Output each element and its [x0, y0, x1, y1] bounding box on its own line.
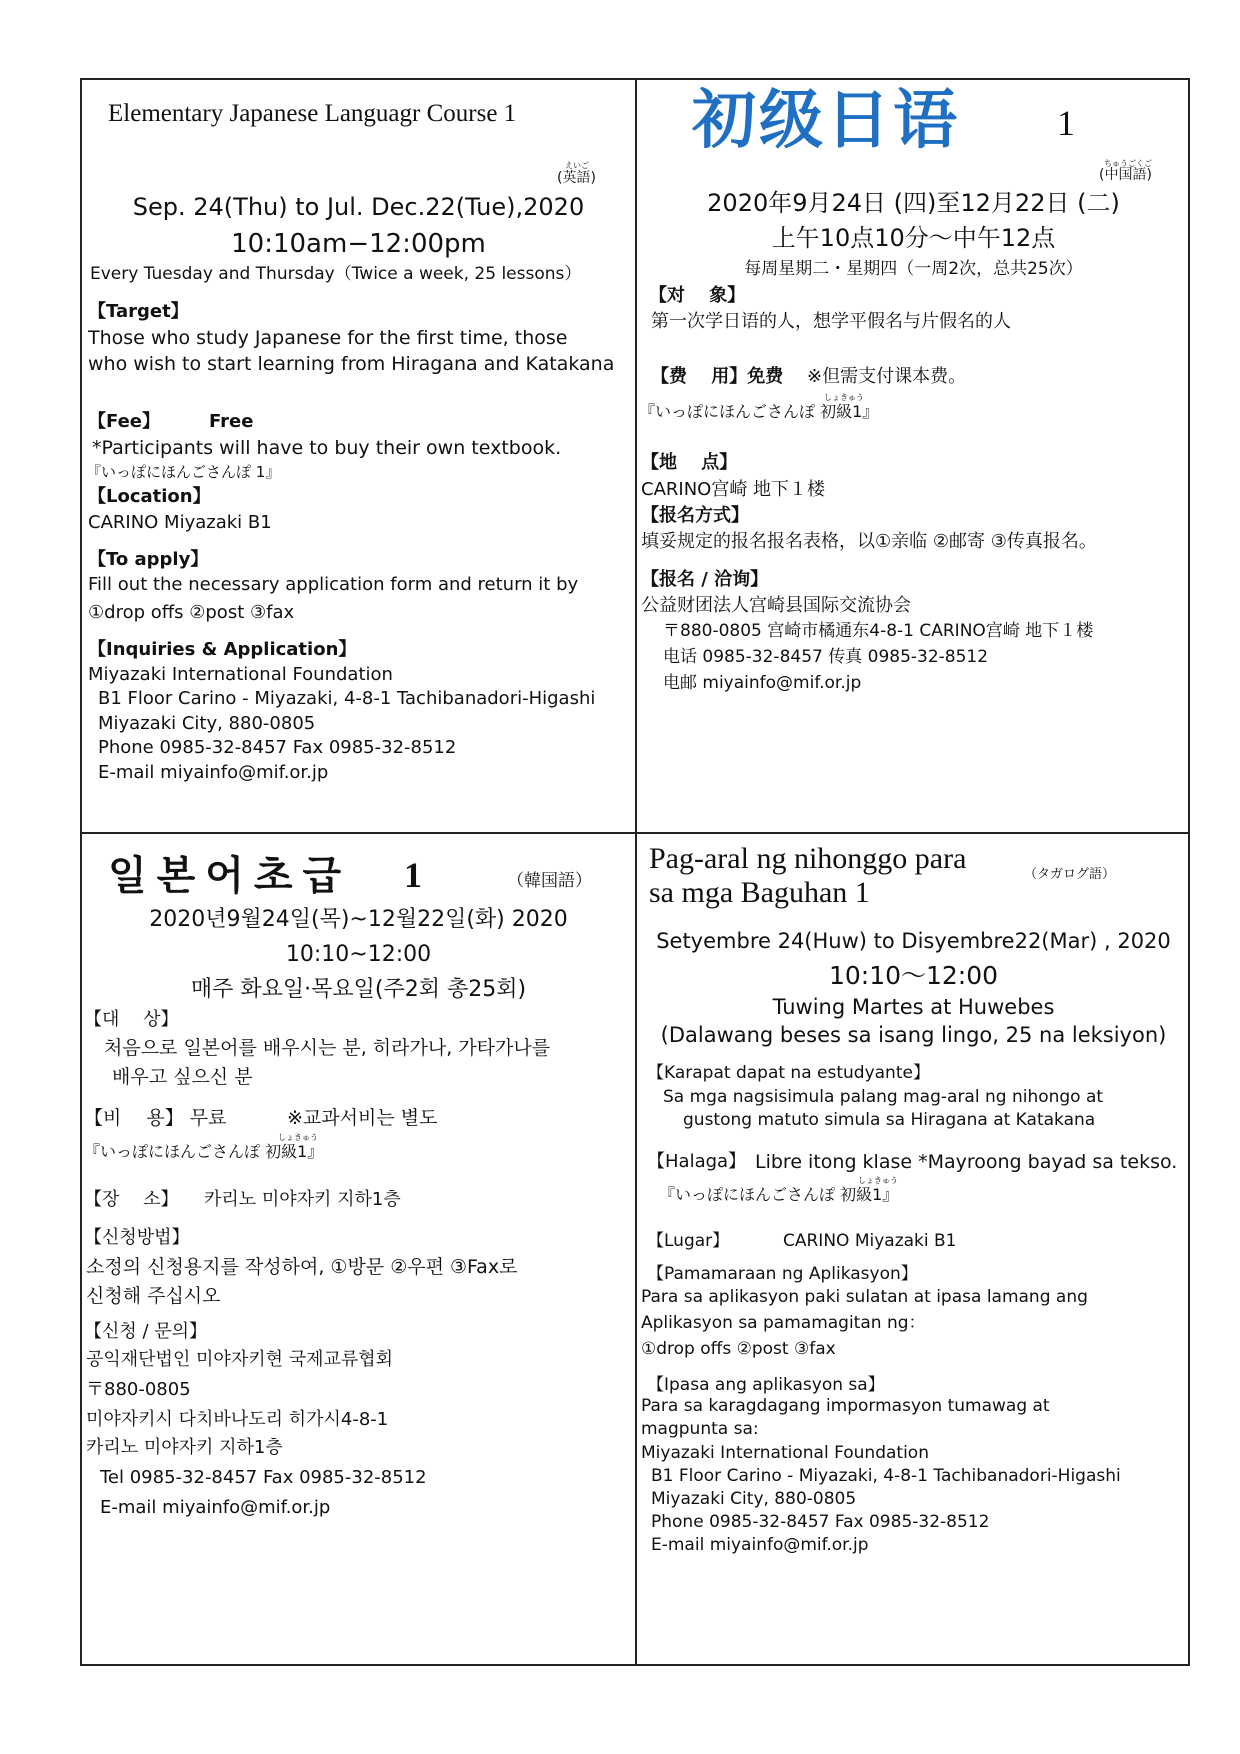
english-fee-value: Free [209, 411, 254, 432]
korean-inquiries-line2: 〒880-0805 [86, 1379, 191, 1400]
english-target-line1: Those who study Japanese for the first time, those [88, 327, 568, 349]
tagalog-apply-heading: 【Pamamaraan ng Aplikasyon】 [647, 1264, 918, 1284]
tagalog-apply-line1: Para sa aplikasyon paki sulatan at ipasa lamang ang [641, 1287, 1088, 1307]
korean-apply-line2: 신청해 주십시오 [86, 1285, 221, 1307]
tagalog-apply-line3: ①drop offs ②post ③fax [641, 1339, 836, 1359]
korean-inquiries-line4: 카리노 미야자키 지하1층 [86, 1437, 283, 1458]
tagalog-inquiries-line2: magpunta sa: [641, 1419, 759, 1439]
korean-schedule: 매주 화요일·목요일(주2회 총25회) [190, 977, 527, 1002]
korean-location-heading: 【장 소】 [84, 1189, 179, 1210]
korean-target-line1: 처음으로 일본어를 배우시는 분, 히라가나, 가타가나를 [104, 1037, 551, 1059]
tagalog-apply-line2: Aplikasyon sa pamamagitan ng： [641, 1313, 926, 1333]
chinese-fee-note: ※但需支付课本费。 [807, 366, 967, 387]
english-location-heading: 【Location】 [88, 486, 211, 507]
korean-target-line2: 배우고 싶으신 분 [112, 1066, 253, 1088]
english-apply-line2: ①drop offs ②post ③fax [88, 602, 295, 623]
chinese-dates: 2020年9月24日 (四)至12月22日 (二) [707, 189, 1120, 217]
tagalog-inquiries-heading: 【Ipasa ang aplikasyon sa】 [647, 1375, 885, 1395]
korean-section [82, 834, 635, 1666]
english-location-value: CARINO Miyazaki B1 [88, 512, 272, 533]
tagalog-fee-heading: 【Halaga】 [647, 1151, 747, 1172]
chinese-location-value: CARINO宫崎 地下１楼 [641, 479, 826, 500]
chinese-location-heading: 【地 点】 [641, 452, 738, 473]
korean-title: 일 본 어 초 급 [108, 853, 342, 898]
chinese-inquiries-line4: 电邮 miyainfo@mif.or.jp [663, 673, 862, 693]
korean-fee-note: ※교과서비는 별도 [287, 1107, 438, 1129]
chinese-schedule: 每周星期二・星期四（一周2次，总共25次） [744, 259, 1083, 279]
chinese-textbook: 『いっぽにほんごさんぽ 初級1』 [639, 402, 879, 421]
tagalog-lang-label: （タガログ語） [1024, 867, 1116, 882]
chinese-target-heading: 【对 象】 [649, 285, 746, 306]
korean-shokyu-ruby: しょきゅう [278, 1133, 318, 1142]
korean-apply-heading: 【신청방법】 [84, 1227, 190, 1248]
english-inquiries-line3: Miyazaki City, 880-0805 [98, 713, 316, 734]
tagalog-title-line1: Pag-aral ng nihonggo para [649, 842, 967, 875]
korean-inquiries-line3: 미야자키시 다치바나도리 히가시4-8-1 [86, 1409, 389, 1430]
tagalog-inquiries-line7: E-mail miyainfo@mif.or.jp [651, 1535, 869, 1555]
english-apply-heading: 【To apply】 [88, 549, 209, 570]
tagalog-inquiries-line5: Miyazaki City, 880-0805 [651, 1489, 857, 1509]
korean-inquiries-line1: 공익재단법인 미야자키현 국제교류협회 [86, 1349, 394, 1370]
chinese-title: 初级日语 [692, 84, 960, 158]
chinese-target-value: 第一次学日语的人，想学平假名与片假名的人 [651, 311, 1011, 332]
korean-inquiries-line6: E-mail miyainfo@mif.or.jp [100, 1497, 331, 1518]
tagalog-schedule-line1: Tuwing Martes at Huwebes [772, 995, 1055, 1019]
chinese-apply-value: 填妥规定的报名报名表格，以①亲临 ②邮寄 ③传真报名。 [641, 531, 1097, 552]
korean-lang-label: （韓国語） [507, 871, 592, 891]
chinese-apply-heading: 【报名方式】 [641, 505, 749, 526]
english-inquiries-line5: E-mail miyainfo@mif.or.jp [98, 762, 329, 783]
tagalog-target-heading: 【Karapat dapat na estudyante】 [647, 1063, 930, 1083]
tagalog-textbook: 『いっぽにほんごさんぽ 初級1』 [659, 1185, 899, 1204]
chinese-lang-label: (中国語) [1099, 167, 1152, 183]
tagalog-section [637, 834, 1190, 1666]
english-target-line2: who wish to start learning from Hiragana and Katakana [88, 353, 615, 375]
chinese-inquiries-line3: 电话 0985-32-8457 传真 0985-32-8512 [663, 647, 989, 667]
chinese-shokyu-ruby: しょきゅう [824, 393, 864, 402]
english-time: 10:10am−12:00pm [231, 229, 486, 259]
english-schedule: Every Tuesday and Thursday（Twice a week, 25 lessons） [90, 264, 582, 284]
korean-apply-line1: 소정의 신청용지를 작성하여, ①방문 ②우편 ③Fax로 [86, 1256, 518, 1278]
tagalog-fee-value: Libre itong klase *Mayroong bayad sa tekso. [755, 1151, 1178, 1173]
tagalog-target-line1: Sa mga nagsisimula palang mag-aral ng nihongo at [663, 1087, 1104, 1107]
korean-title-number: 1 [404, 855, 422, 895]
korean-location-value: 카리노 미야자키 지하1층 [204, 1189, 401, 1210]
chinese-inquiries-line2: 〒880-0805 宫崎市橘通东4-8-1 CARINO宫崎 地下１楼 [663, 621, 1094, 641]
chinese-title-number: 1 [1057, 103, 1075, 143]
english-fee-note: *Participants will have to buy their own textbook. [92, 437, 562, 459]
english-lang-ruby: えいご [565, 161, 589, 170]
korean-time: 10:10~12:00 [285, 942, 432, 967]
chinese-section [637, 80, 1190, 832]
english-inquiries-line1: Miyazaki International Foundation [88, 664, 393, 685]
korean-fee-heading: 【비 용】 무료 [84, 1107, 227, 1129]
korean-textbook: 『いっぽにほんごさんぽ 初級1』 [84, 1142, 324, 1161]
chinese-inquiries-heading: 【报名 / 洽询】 [641, 569, 769, 590]
tagalog-inquiries-line6: Phone 0985-32-8457 Fax 0985-32-8512 [651, 1512, 990, 1532]
english-section [82, 80, 635, 832]
chinese-fee-heading: 【费 用】免费 [651, 366, 784, 387]
english-inquiries-line4: Phone 0985-32-8457 Fax 0985-32-8512 [98, 737, 457, 758]
tagalog-schedule-line2: (Dalawang beses sa isang lingo, 25 na leksiyon) [660, 1023, 1167, 1047]
english-inquiries-line2: B1 Floor Carino - Miyazaki, 4-8-1 Tachibanadori-Higashi [98, 688, 596, 709]
tagalog-dates: Setyembre 24(Huw) to Disyembre22(Mar) , 2020 [656, 929, 1171, 953]
korean-target-heading: 【대 상】 [84, 1009, 179, 1030]
tagalog-inquiries-line3: Miyazaki International Foundation [641, 1443, 929, 1463]
tagalog-target-line2: gustong matuto simula sa Hiragana at Katakana [683, 1110, 1096, 1130]
korean-inquiries-line5: Tel 0985-32-8457 Fax 0985-32-8512 [100, 1467, 427, 1488]
flyer-frame [80, 78, 1190, 1666]
tagalog-title-line2: sa mga Baguhan 1 [649, 876, 870, 909]
chinese-time: 上午10点10分～中午12点 [771, 224, 1056, 252]
korean-dates: 2020년9월24일(목)~12월22일(화) 2020 [149, 907, 568, 932]
tagalog-shokyu-ruby: しょきゅう [858, 1176, 898, 1185]
english-fee-heading: 【Fee】 [88, 411, 160, 432]
english-apply-line1: Fill out the necessary application form and return it by [88, 574, 579, 595]
english-inquiries-heading: 【Inquiries & Application】 [88, 639, 357, 660]
english-lang-label: (英語) [557, 170, 596, 186]
english-dates: Sep. 24(Thu) to Jul. Dec.22(Tue),2020 [132, 193, 585, 221]
tagalog-location-heading: 【Lugar】 [647, 1231, 730, 1251]
tagalog-inquiries-line1: Para sa karagdagang impormasyon tumawag at [641, 1396, 1050, 1416]
english-title: Elementary Japanese Languagr Course 1 [108, 100, 517, 127]
tagalog-inquiries-line4: B1 Floor Carino - Miyazaki, 4-8-1 Tachibanadori-Higashi [651, 1466, 1121, 1486]
chinese-inquiries-line1: 公益财团法人宫崎县国际交流协会 [641, 595, 911, 616]
tagalog-location-value: CARINO Miyazaki B1 [783, 1231, 957, 1251]
english-target-heading: 【Target】 [88, 301, 189, 322]
tagalog-time: 10:10〜12:00 [828, 961, 999, 990]
chinese-lang-ruby: ちゅうごくご [1104, 159, 1152, 168]
korean-inquiries-heading: 【신청 / 문의】 [84, 1321, 208, 1342]
english-textbook: 『いっぽにほんごさんぽ 1』 [86, 463, 281, 481]
